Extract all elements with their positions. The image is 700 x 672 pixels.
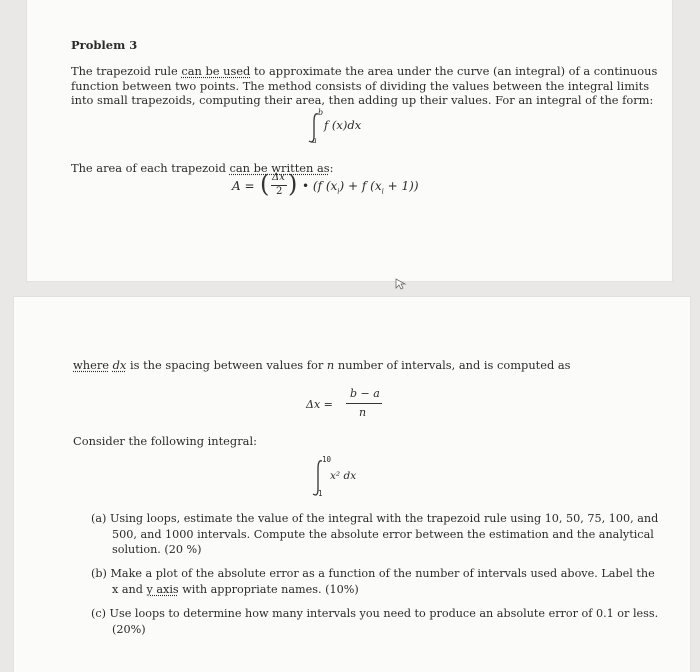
problem-title: Problem 3	[71, 38, 138, 52]
consider-line: Consider the following integral:	[73, 434, 257, 448]
n-variable: n	[326, 358, 335, 372]
frac-numerator: Δx	[272, 172, 285, 183]
item-a-line2: 500, and 1000 intervals. Compute the absolute error between the estimation and the analytical	[112, 527, 654, 541]
dx-formula	[306, 385, 416, 425]
f-xi-mid: ) + f (x	[339, 179, 382, 193]
intro-line-3: into small trapezoids, computing their area, then adding up their values. For an integral of the form:	[71, 93, 654, 107]
intro-line-1-pre: The trapezoid rule	[71, 64, 182, 78]
integral-lower-limit-2: 1	[318, 489, 323, 498]
sub-i-2: i	[381, 187, 384, 196]
dx-link[interactable]: dx	[112, 358, 127, 372]
list-item-a	[91, 511, 658, 558]
problem-panel-top	[27, 0, 672, 281]
dx-frac-bar	[346, 403, 382, 404]
integrand-2: x² dx	[330, 470, 357, 482]
f-xi-open: • (f (x	[302, 179, 338, 193]
area-line-post: :	[329, 161, 334, 175]
list-item-b	[91, 566, 655, 597]
frac-denominator: 2	[276, 186, 283, 197]
item-a-line3: solution. (20 %)	[112, 543, 202, 556]
where-text-2: number of intervals, and is computed as	[334, 358, 571, 372]
area-formula	[232, 170, 472, 206]
dx-lhs: Δx =	[306, 398, 333, 411]
can-be-used-link[interactable]: can be used	[181, 64, 251, 78]
intro-line-1	[71, 64, 671, 79]
integrand: f (x)dx	[324, 118, 362, 132]
area-formula-lhs: A =	[232, 179, 255, 193]
item-b-line2	[91, 582, 655, 598]
can-be-written-as-link[interactable]: can be written as	[229, 161, 330, 175]
where-link[interactable]: where	[73, 358, 110, 372]
f-xi-end: + 1))	[383, 179, 419, 193]
item-b-line1: (b) Make a plot of the absolute error as a function of the number of intervals used above. Label the	[91, 567, 655, 580]
area-formula-rest	[302, 179, 419, 195]
where-line	[73, 358, 571, 373]
item-a-line1: (a) Using loops, estimate the value of the integral with the trapezoid rule using 10, 50, 75, 100, and	[91, 512, 659, 525]
integral-upper-limit-2: 10	[322, 455, 332, 464]
dx-denominator: n	[359, 406, 367, 419]
integral-upper-limit: b	[318, 108, 324, 117]
right-paren: )	[288, 170, 298, 198]
mouse-cursor-icon	[394, 277, 408, 291]
intro-line-1-post: to approximate the area under the curve (an integral) of a continuous	[250, 64, 658, 78]
dx-numerator: b − a	[350, 387, 380, 400]
item-c-line1: (c) Use loops to determine how many intervals you need to produce an absolute error of 0.1 or less.	[91, 607, 659, 620]
item-b-line2-pre: x and	[112, 582, 147, 596]
integral-x-squared	[312, 455, 392, 499]
integral-f-of-x	[308, 110, 388, 146]
where-text: is the spacing between values for	[126, 358, 327, 372]
problem-panel-bottom	[14, 297, 690, 672]
item-c-line2: (20%)	[112, 622, 146, 636]
area-line-pre: The area of each trapezoid	[71, 161, 230, 175]
left-paren: (	[260, 170, 270, 198]
intro-line-2: function between two points. The method consists of dividing the values between the integral limits	[71, 79, 650, 93]
list-item-c	[91, 606, 658, 637]
y-axis-link[interactable]: y axis	[146, 582, 179, 596]
item-b-line2-post: with appropriate names. (10%)	[178, 582, 359, 596]
sub-i-1: i	[337, 187, 340, 196]
integral-lower-limit: a	[312, 136, 317, 145]
